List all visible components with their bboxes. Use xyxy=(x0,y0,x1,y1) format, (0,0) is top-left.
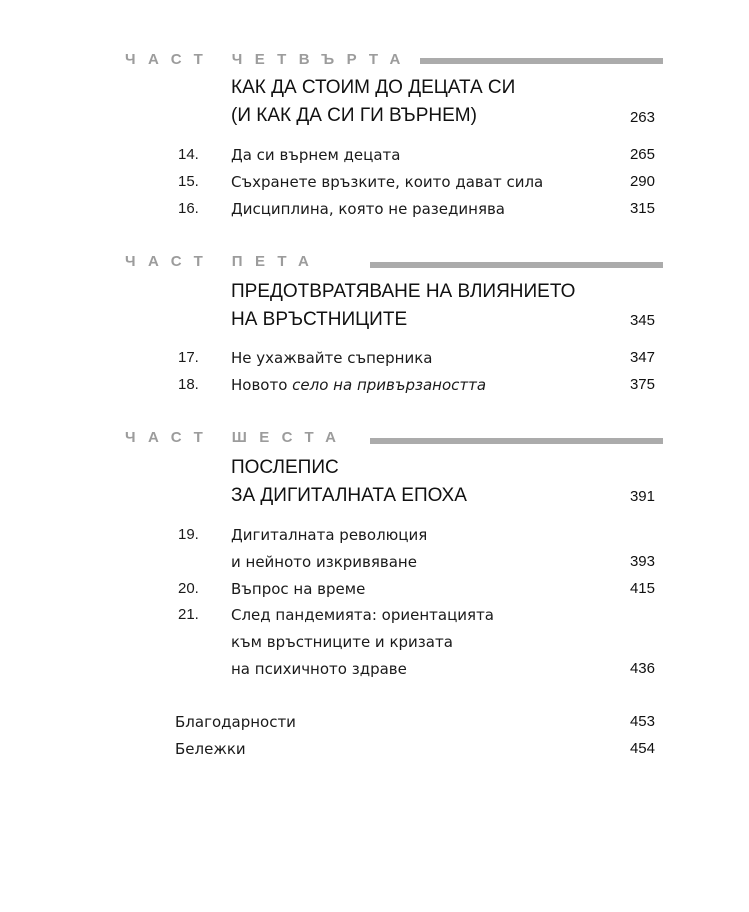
chapter-page-number: 290 xyxy=(629,173,655,190)
chapter-title xyxy=(231,375,486,395)
chapter-title-line-1: Дигиталната революция xyxy=(231,526,428,544)
chapter-number: 18. xyxy=(178,376,199,393)
part-five-label: ЧАСТ ПЕТА xyxy=(125,253,322,270)
part-six-label: ЧАСТ ШЕСТА xyxy=(125,429,349,446)
part-four-title-line-1: КАК ДА СТОИМ ДО ДЕЦАТА СИ xyxy=(231,77,516,98)
part-five-divider-bar xyxy=(370,262,663,268)
chapter-page-number: 393 xyxy=(629,553,655,570)
chapter-title-line-2: и нейното изкривяване xyxy=(231,553,417,571)
chapter-title: Въпрос на време xyxy=(231,580,366,598)
part-five-title-line-2: НА ВРЪСТНИЦИТЕ xyxy=(231,309,408,330)
chapter-number: 20. xyxy=(178,580,199,597)
chapter-page-number: 265 xyxy=(629,146,655,163)
chapter-number: 21. xyxy=(178,606,199,623)
chapter-title-line-3: на психичното здраве xyxy=(231,660,407,678)
part-four-divider-bar xyxy=(420,58,663,64)
part-four-label: ЧАСТ ЧЕТВЪРТА xyxy=(125,51,413,68)
chapter-number: 15. xyxy=(178,173,199,190)
chapter-number: 19. xyxy=(178,526,199,543)
part-five-page-number: 345 xyxy=(629,312,655,329)
chapter-page-number: 415 xyxy=(629,580,655,597)
chapter-title: Да си върнем децата xyxy=(231,146,401,164)
chapter-page-number: 347 xyxy=(629,349,655,366)
chapter-title: Не ухажвайте съперника xyxy=(231,349,433,367)
chapter-title-italic-part: село на привързаността xyxy=(292,376,487,394)
part-five-title-line-1: ПРЕДОТВРАТЯВАНЕ НА ВЛИЯНИЕТО xyxy=(231,281,576,302)
part-four-page-number: 263 xyxy=(629,109,655,126)
chapter-page-number: 315 xyxy=(629,200,655,217)
back-matter-page-number: 453 xyxy=(629,713,655,730)
part-four-title-line-2: (И КАК ДА СИ ГИ ВЪРНЕМ) xyxy=(231,105,477,126)
part-six-title-line-1: ПОСЛЕПИС xyxy=(231,457,339,478)
chapter-page-number: 375 xyxy=(629,376,655,393)
back-matter-title: Благодарности xyxy=(175,713,296,731)
chapter-title-plain-part: Новото xyxy=(231,376,293,394)
chapter-title-line-2: към връстниците и кризата xyxy=(231,633,453,651)
chapter-page-number: 436 xyxy=(629,660,655,677)
back-matter-page-number: 454 xyxy=(629,740,655,757)
chapter-number: 17. xyxy=(178,349,199,366)
chapter-title-line-1: След пандемията: ориентацията xyxy=(231,606,494,624)
part-six-title-line-2: ЗА ДИГИТАЛНАТА ЕПОХА xyxy=(231,485,467,506)
chapter-title: Дисциплина, която не разединява xyxy=(231,200,505,218)
chapter-title: Съхранете връзките, които дават сила xyxy=(231,173,544,191)
chapter-number: 16. xyxy=(178,200,199,217)
part-six-page-number: 391 xyxy=(629,488,655,505)
chapter-number: 14. xyxy=(178,146,199,163)
part-six-divider-bar xyxy=(370,438,663,444)
back-matter-title: Бележки xyxy=(175,740,246,758)
